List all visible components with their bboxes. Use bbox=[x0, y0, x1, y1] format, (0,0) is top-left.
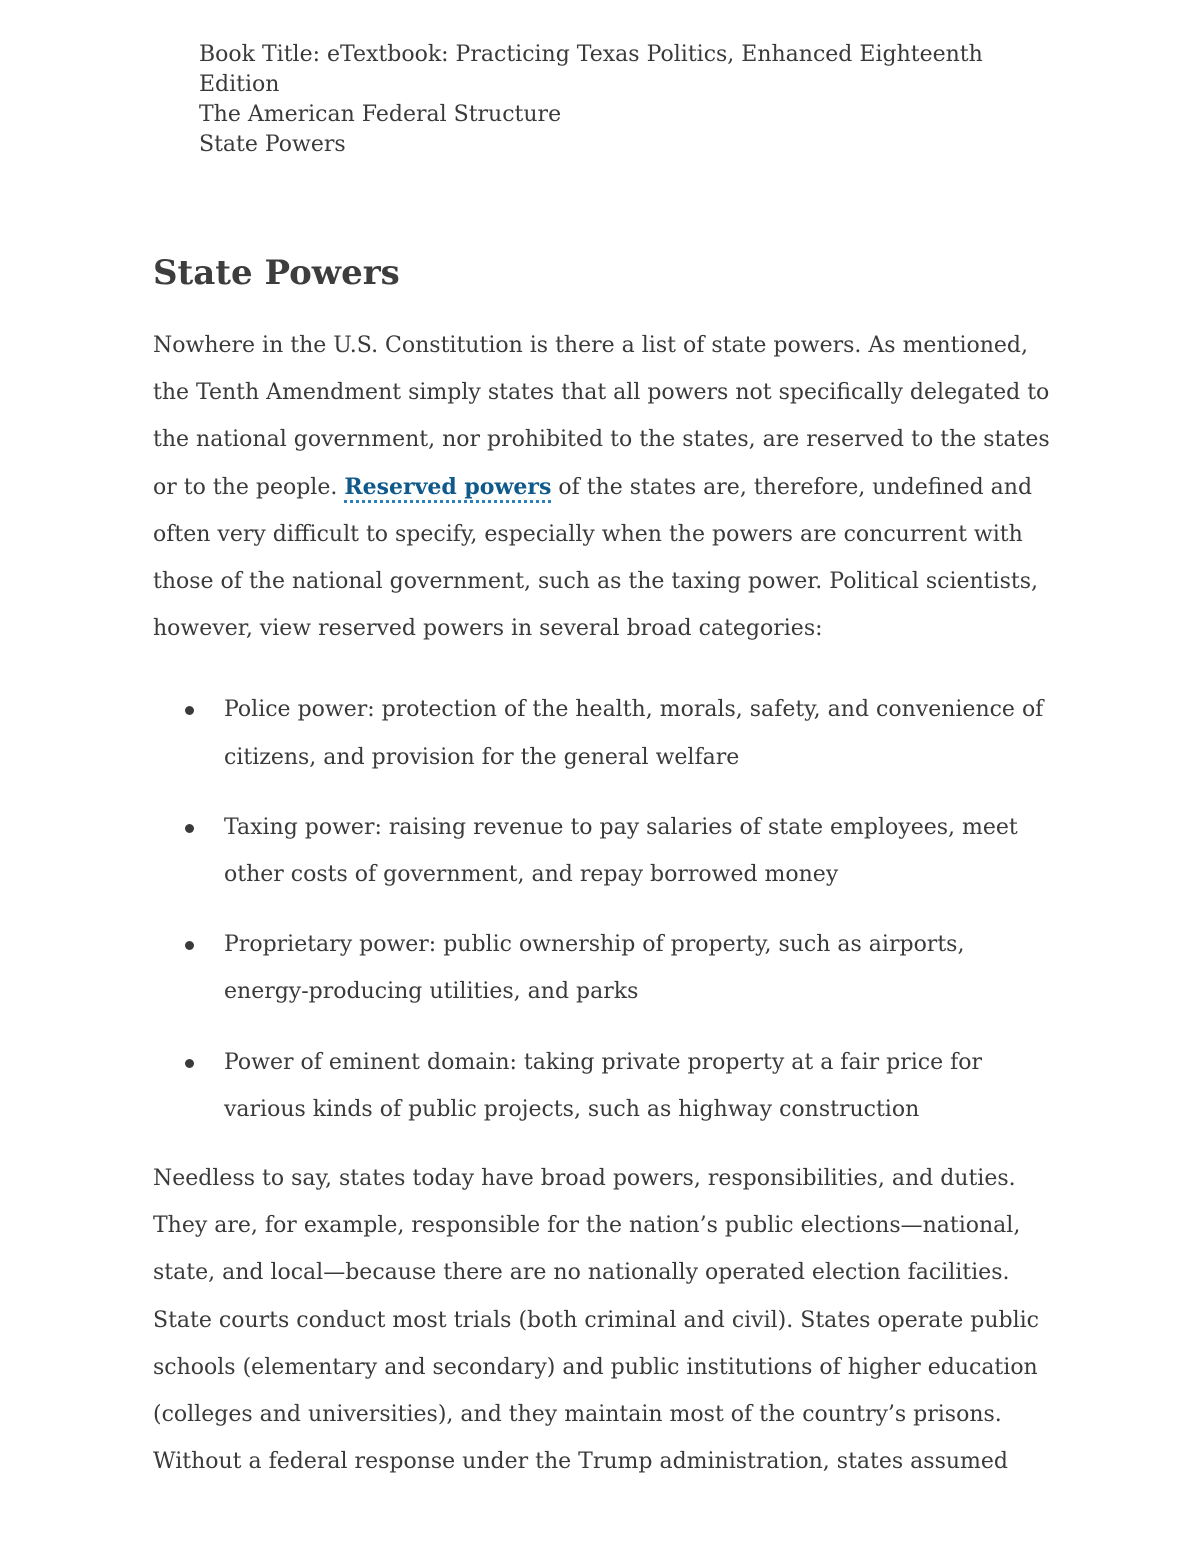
book-title: Book Title: eTextbook: Practicing Texas Politics, Enhanced Eighteenth Edition bbox=[199, 42, 983, 97]
intro-text-after-link: of the states are, therefore, undefined and often very difficult to specify, especially when the powers are concurrent with those of the national government, such as the taxing power. Political scientists, however, view reserved powers in several broad categories: bbox=[153, 474, 1038, 642]
list-item bbox=[153, 921, 1053, 1015]
powers-list bbox=[153, 686, 1053, 1133]
document-header bbox=[199, 40, 999, 160]
intro-text-before-link: Nowhere in the U.S. Constitution is there a list of state powers. As mentioned, the Tenth Amendment simply states that all powers not specifically delegated to the national government, nor prohibited to the states, are reserved to the states or to the people. bbox=[153, 333, 1050, 500]
list-item bbox=[153, 804, 1053, 898]
bullet-icon bbox=[185, 706, 194, 715]
bullet-icon bbox=[185, 1059, 194, 1068]
list-item bbox=[153, 1039, 1053, 1133]
section-title: State Powers bbox=[199, 132, 346, 157]
list-item-text: Police power: protection of the health, morals, safety, and convenience of citizens, and provision for the general welfare bbox=[224, 697, 1044, 770]
conclusion-paragraph: Needless to say, states today have broad powers, responsibilities, and duties. They are, for example, responsible for the nation’s public elections—national, state, and local—because there are no nationally operated election facilities. State courts conduct most trials (both criminal and civil). States operate public schools (elementary and secondary) and public institutions of higher education (colleges and universities), and they maintain most of the country’s prisons. Without a federal response under the Trump administration, states assumed bbox=[153, 1166, 1039, 1475]
list-item-text: Taxing power: raising revenue to pay salaries of state employees, meet other costs of government, and repay borrowed money bbox=[224, 814, 1018, 888]
list-item bbox=[153, 686, 1053, 780]
page-title: State Powers bbox=[153, 253, 400, 293]
reserved-powers-link[interactable]: Reserved powers bbox=[344, 474, 551, 503]
bullet-icon bbox=[185, 824, 194, 833]
article-body bbox=[153, 322, 1053, 1485]
bullet-icon bbox=[185, 941, 194, 950]
list-item-text: Proprietary power: public ownership of property, such as airports, energy-producing utilities, and parks bbox=[224, 932, 965, 1005]
list-item-text: Power of eminent domain: taking private property at a fair price for various kinds of public projects, such as highway construction bbox=[224, 1049, 982, 1122]
intro-paragraph bbox=[153, 322, 1053, 652]
chapter-title: The American Federal Structure bbox=[199, 102, 562, 127]
